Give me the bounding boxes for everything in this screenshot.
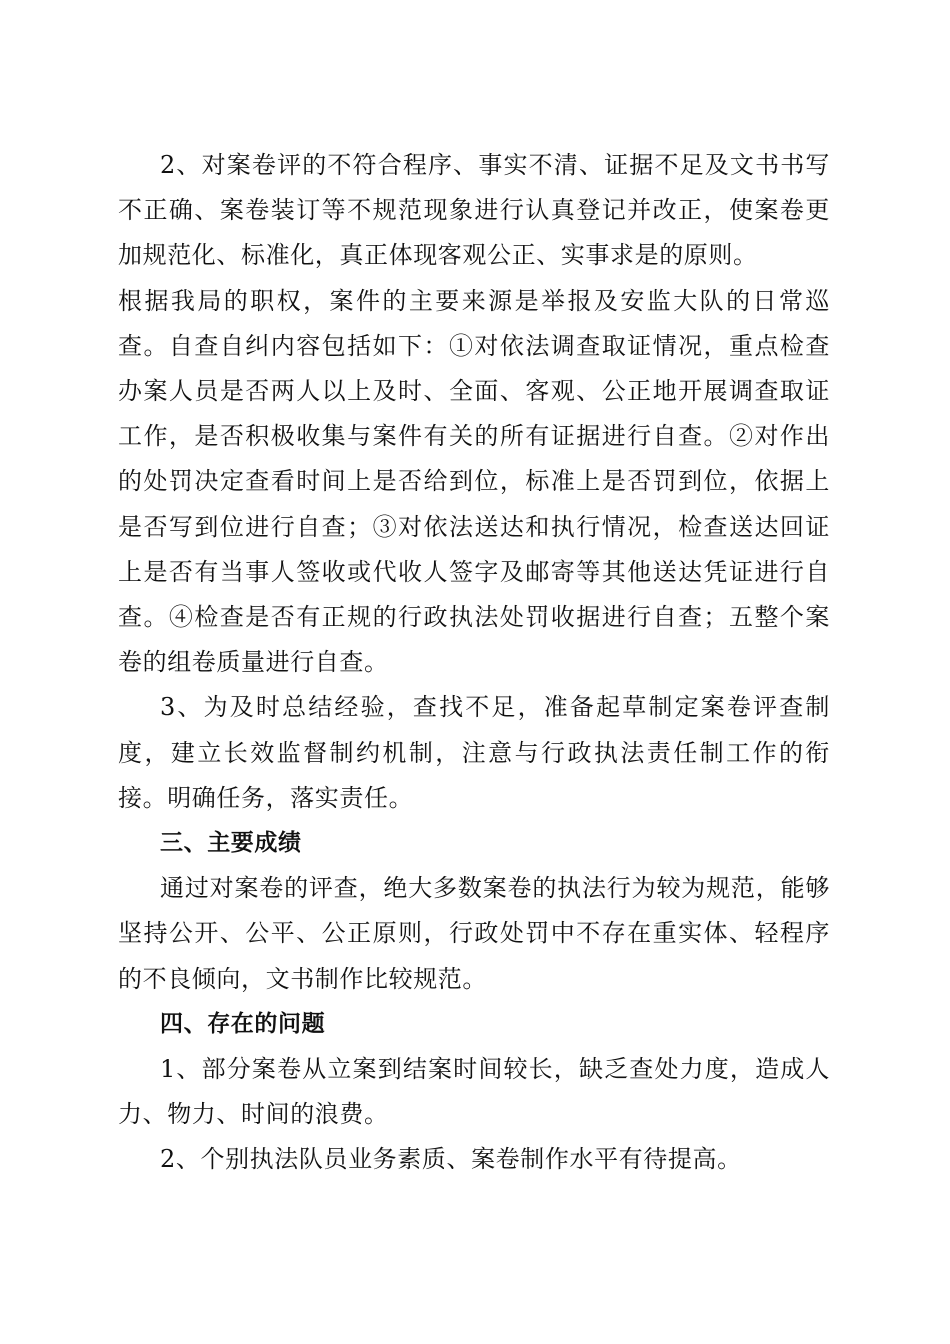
paragraph-problem-1: 1、部分案卷从立案到结案时间较长，缺乏查处力度，造成人力、物力、时间的浪费。 (118, 1055, 830, 1129)
paragraph-self-inspection-content: 根据我局的职权，案件的主要来源是举报及安监大队的日常巡查。自查自纠内容包括如下：①对依法调查取证情况，重点检查办案人员是否两人以上及时、全面、客观、公正地开展调查取证工作，是否积极收集与案件有关的所有证据进行自查。②对作出的处罚决定查看时间上是否给到位，标准上是否罚到位，依据上是否写到位进行自查；③对依法送达和执行情况，检查送达回证上是否有当事人签收或代收人签字及邮寄等其他送达凭证进行自查。④检查是否有正规的行政执法处罚收据进行自查；五整个案卷的组卷质量进行自查。 (118, 286, 830, 677)
paragraph-review-system: 3、为及时总结经验，查找不足，准备起草制定案卷评查制度，建立长效监督制约机制，注意与行政执法责任制工作的衔接。明确任务，落实责任。 (118, 693, 830, 812)
document-page (118, 143, 830, 1183)
heading-existing-problems: 四、存在的问题 (160, 1010, 326, 1037)
heading-main-achievements: 三、主要成绩 (160, 830, 302, 857)
paragraph-problem-2: 2、个别执法队员业务素质、案卷制作水平有待提高。 (160, 1145, 742, 1174)
paragraph-case-file-correction: 2、对案卷评的不符合程序、事实不清、证据不足及文书书写不正确、案卷装订等不规范现象进行认真登记并改正，使案卷更加规范化、标准化，真正体现客观公正、实事求是的原则。 (118, 151, 830, 270)
paragraph-achievements: 通过对案卷的评查，绝大多数案卷的执法行为较为规范，能够坚持公开、公平、公正原则，行政处罚中不存在重实体、轻程序的不良倾向，文书制作比较规范。 (118, 874, 830, 993)
